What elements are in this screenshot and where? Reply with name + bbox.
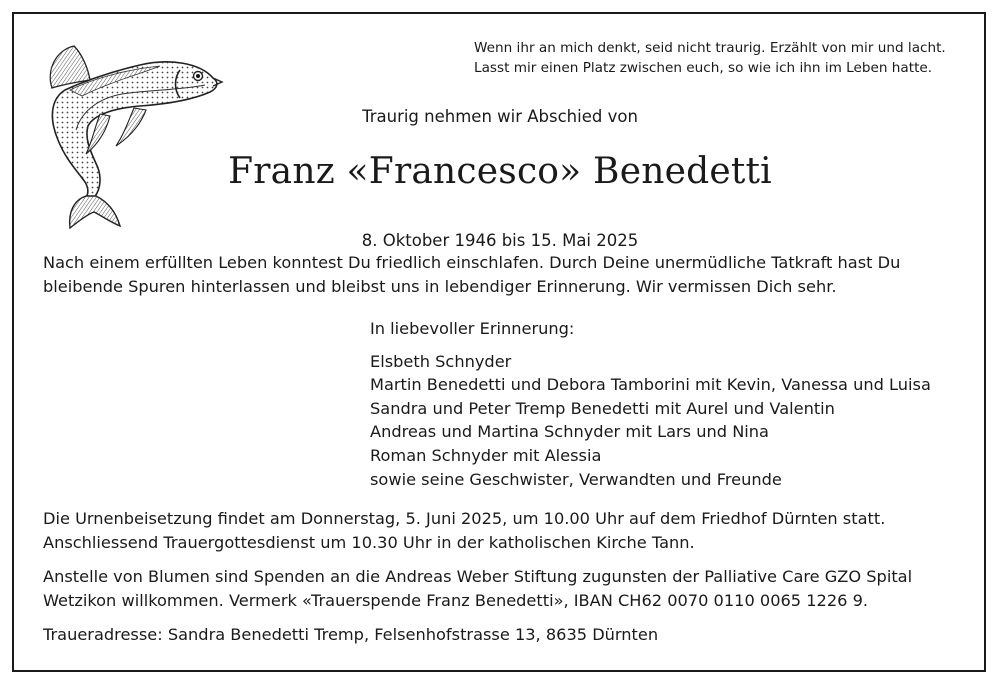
tribute-paragraph: [43, 251, 957, 299]
life-dates: 8. Oktober 1946 bis 15. Mai 2025: [361, 231, 639, 250]
family-member: Sandra und Peter Tremp Benedetti mit Aurel und Valentin: [370, 398, 835, 418]
family-member: Elsbeth Schnyder: [370, 351, 512, 371]
family-member: Martin Benedetti und Debora Tamborini mit Kevin, Vanessa und Luisa: [370, 375, 931, 395]
farewell-intro: Traurig nehmen wir Abschied von: [362, 107, 638, 126]
tribute-line: Nach einem erfüllten Leben konntest Du friedlich einschlafen. Durch Deine unermüdliche Tatkraft hast Du: [43, 253, 901, 272]
donation-line: Wetzikon willkommen. Vermerk «Trauerspende Franz Benedetti», IBAN CH62 0070 0110 0065 1226 9.: [43, 591, 869, 610]
quote-line: Wenn ihr an mich denkt, seid nicht traurig. Erzählt von mir und lacht.: [474, 40, 946, 56]
memorial-quote: [474, 38, 964, 78]
funeral-details: [43, 507, 957, 555]
family-member: sowie seine Geschwister, Verwandten und Freunde: [370, 469, 782, 489]
deceased-name: Franz «Francesco» Benedetti: [228, 151, 772, 192]
family-member: Andreas und Martina Schnyder mit Lars und Nina: [370, 422, 769, 442]
funeral-line: Anschliessend Trauergottesdienst um 10.30 Uhr in der katholischen Kirche Tann.: [43, 533, 695, 552]
donation-notice: [43, 565, 957, 613]
trout-illustration: [30, 30, 230, 235]
donation-line: Anstelle von Blumen sind Spenden an die Andreas Weber Stiftung zugunsten der Palliative Care GZO Spital: [43, 567, 913, 586]
mourning-address: [43, 623, 957, 647]
address-line: Traueradresse: Sandra Benedetti Tremp, Felsenhofstrasse 13, 8635 Dürnten: [43, 625, 659, 644]
family-member: Roman Schnyder mit Alessia: [370, 445, 602, 465]
funeral-line: Die Urnenbeisetzung findet am Donnerstag, 5. Juni 2025, um 10.00 Uhr auf dem Friedhof Dürnten statt.: [43, 509, 886, 528]
tribute-line: bleibende Spuren hinterlassen und bleibst uns in lebendiger Erinnerung. Wir vermissen Dich sehr.: [43, 277, 837, 296]
quote-line: Lasst mir einen Platz zwischen euch, so wie ich ihn im Leben hatte.: [474, 60, 933, 76]
family-heading: In liebevoller Erinnerung:: [370, 319, 575, 338]
family-list: [370, 317, 931, 491]
